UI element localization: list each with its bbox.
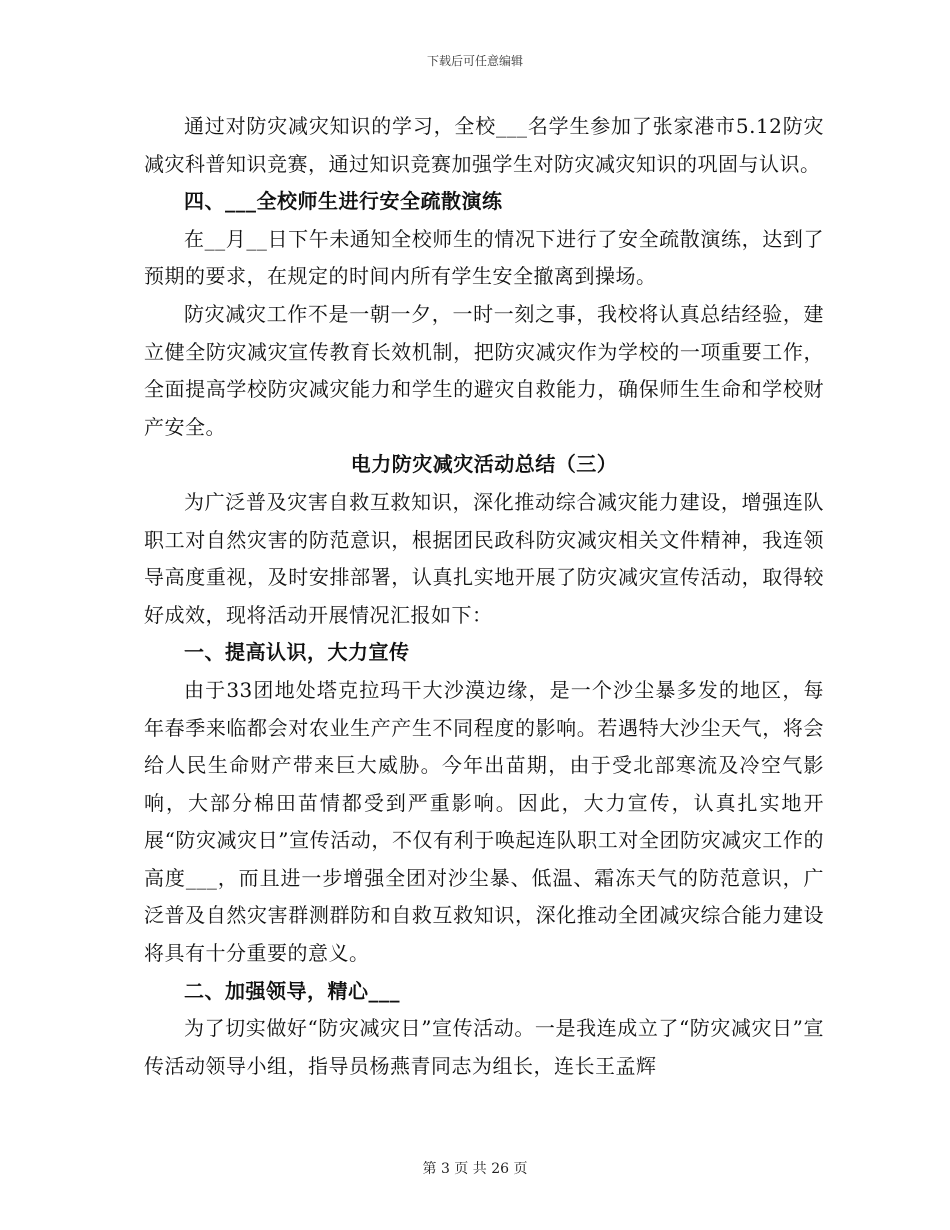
page-footer: 第 3 页 共 26 页 [422,1161,528,1177]
paragraph: 为广泛普及灾害自救互救知识，深化推动综合减灾能力建设，增强连队职工对自然灾害的防范意识，根据团民政科防灾减灾相关文件精神，我连领导高度重视，及时安排部署，认真扎实地开展了防灾减灾宣传活动，取得较好成效，现将活动开展情况汇报如下： [144,489,824,627]
paragraph: 通过对防灾减灾知识的学习，全校___名学生参加了张家港市5.12防灾减灾科普知识竞赛，通过知识竞赛加强学生对防灾减灾知识的巩固与认识。 [144,114,824,176]
paragraph: 在__月__日下午未通知全校师生的情况下进行了安全疏散演练，达到了预期的要求，在规定的时间内所有学生安全撤离到操场。 [144,226,824,289]
document-body [144,108,824,1085]
paragraph: 防灾减灾工作不是一朝一夕，一时一刻之事，我校将认真总结经验，建立健全防灾减灾宣传教育长效机制，把防灾减灾作为学校的一项重要工作，全面提高学校防灾减灾能力和学生的避灾自救能力，确保师生生命和学校财产安全。 [144,301,824,439]
document-title: 电力防灾减灾活动总结（三） [350,452,618,477]
section-heading: 二、加强领导，精心___ [184,978,400,1003]
paragraph: 由于33团地处塔克拉玛干大沙漠边缘，是一个沙尘暴多发的地区，每年春季来临都会对农业生产产生不同程度的影响。若遇特大沙尘天气，将会给人民生命财产带来巨大威胁。今年出苗期，由于受北部寒流及冷空气影响，大部分棉田苗情都受到严重影响。因此，大力宣传，认真扎实地开展“防灾减灾日”宣传活动，不仅有利于唤起连队职工对全团防灾减灾工作的高度___，而且进一步增强全团对沙尘暴、低温、霜冻天气的防范意识，广泛普及自然灾害群测群防和自救互救知识，深化推动全团减灾综合能力建设将具有十分重要的意义。 [144,677,824,966]
page-header: 下载后可任意编辑 [426,54,523,68]
section-heading: 四、___全校师生进行安全疏散演练 [184,189,503,214]
paragraph: 为了切实做好“防灾减灾日”宣传活动。一是我连成立了“防灾减灾日”宣传活动领导小组，指导员杨燕青同志为组长，连长王孟辉 [144,1016,824,1078]
section-heading: 一、提高认识，大力宣传 [184,640,410,665]
